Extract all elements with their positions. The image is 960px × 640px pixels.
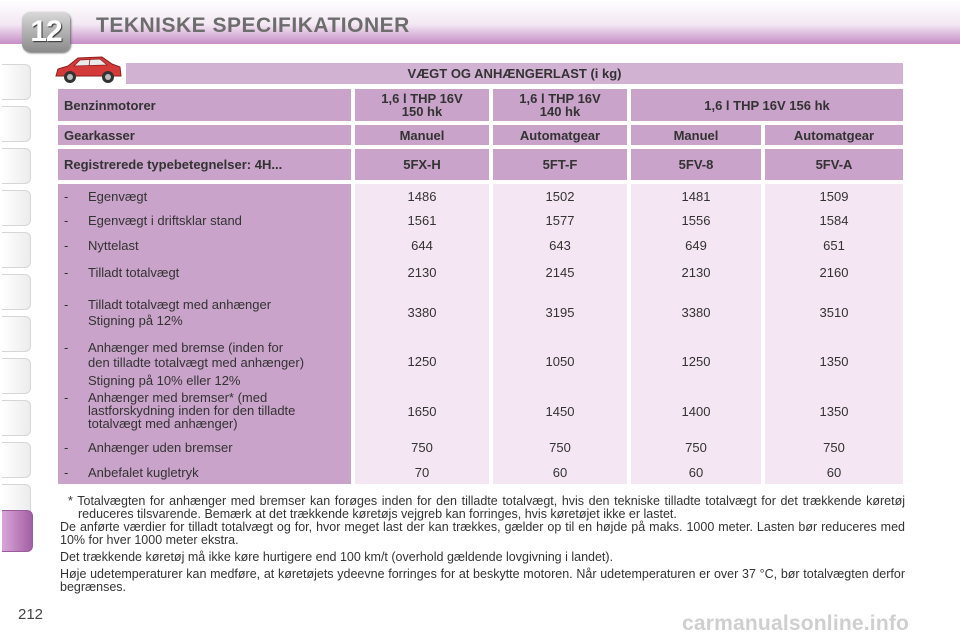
table-cell: 1350 xyxy=(819,404,849,419)
row-label-text: Anhænger uden bremser xyxy=(88,440,233,455)
row-label xyxy=(64,340,304,388)
sidebar-tab[interactable] xyxy=(2,148,31,184)
type-cell: 5FX-H xyxy=(355,149,489,180)
table-cell: 1556 xyxy=(681,213,711,228)
table-cell: 1250 xyxy=(407,354,437,369)
table-cell: 3380 xyxy=(681,305,711,320)
table-cell: 750 xyxy=(685,440,707,455)
row-label xyxy=(64,189,147,204)
row-dash: - xyxy=(64,390,69,405)
table-cell: 643 xyxy=(549,238,571,253)
table-cell: 2145 xyxy=(545,265,575,280)
watermark: carmanualsonline.info xyxy=(682,612,910,635)
note-paragraph: Det trækkende køretøj må ikke køre hurtigere end 100 km/t (overhold gældende lovgivning i landet). xyxy=(60,550,614,564)
type-cell: 5FV-8 xyxy=(631,149,761,180)
table-cell: 750 xyxy=(411,440,433,455)
engine-header xyxy=(493,89,627,121)
row-dash: - xyxy=(64,213,69,228)
value-column xyxy=(631,184,761,484)
row-dash: - xyxy=(64,465,69,480)
sidebar-tab[interactable] xyxy=(2,190,31,226)
row-dash: - xyxy=(64,265,69,280)
label-column xyxy=(58,184,351,484)
table-cell: 2130 xyxy=(407,265,437,280)
gearbox-label: Gearkasser xyxy=(58,125,351,145)
row-label-text: totalvægt med anhænger) xyxy=(88,416,238,431)
table-cell: 3510 xyxy=(819,305,849,320)
table-cell: 1584 xyxy=(819,213,849,228)
table-cell: 1509 xyxy=(819,189,849,204)
table-cell: 60 xyxy=(552,465,568,480)
note-paragraph: De anførte værdier for tilladt totalvægt og for, hvor meget last der kan trækkes, gælder op til en højde på maks. 1000 meter. Lasten bør reduceres med 10% for hver 1000 meter ekstra. xyxy=(60,520,905,547)
row-dash: - xyxy=(64,238,69,253)
engine-line2: 150 hk xyxy=(401,104,443,119)
value-column xyxy=(355,184,489,484)
row-dash: - xyxy=(64,189,69,204)
table-cell: 1650 xyxy=(407,404,437,419)
row-label-text: Stigning på 12% xyxy=(88,313,183,328)
row-label-text: Nyttelast xyxy=(88,238,139,253)
sidebar-tab[interactable] xyxy=(2,358,31,394)
note-paragraph: Høje udetemperaturer kan medføre, at køretøjets ydeevne forringes for at beskytte motoren. Når udetemperaturen er over 37 °C, bør totalvægten derfor begrænses. xyxy=(60,567,905,594)
engine-line1: 1,6 l THP 16V xyxy=(519,91,601,106)
sidebar-tab[interactable] xyxy=(2,64,31,100)
row-label-text: den tilladte totalvægt med anhænger) xyxy=(88,355,305,370)
row-label-text: Tilladt totalvægt xyxy=(88,265,180,280)
sidebar-tab[interactable] xyxy=(2,232,31,268)
engines-label: Benzinmotorer xyxy=(58,89,351,121)
type-cell: 5FT-F xyxy=(493,149,627,180)
row-label-text: Stigning på 10% eller 12% xyxy=(88,373,241,388)
sidebar-tab[interactable] xyxy=(2,400,31,436)
table-cell: 1350 xyxy=(819,354,849,369)
row-dash: - xyxy=(64,340,69,355)
row-label-text: Anhænger med bremser* (med xyxy=(88,390,268,405)
row-label-text: Egenvægt i driftsklar stand xyxy=(88,213,242,228)
page-number: 212 xyxy=(18,606,44,623)
table-cell: 750 xyxy=(823,440,845,455)
table-cell: 1577 xyxy=(545,213,575,228)
row-label-text: Tilladt totalvægt med anhænger xyxy=(88,297,272,312)
table-cell: 3380 xyxy=(407,305,437,320)
table-cell: 2130 xyxy=(681,265,711,280)
engine-line1: 1,6 l THP 16V 156 hk xyxy=(704,97,830,113)
sidebar-tab[interactable] xyxy=(2,316,31,352)
row-label xyxy=(64,213,242,228)
table-cell: 644 xyxy=(411,238,433,253)
page-title: TEKNISKE SPECIFIKATIONER xyxy=(96,14,410,37)
footnote: * Totalvægten for anhænger med bremser kan forøges inden for den tilladte totalvægt, hvis den tekniske tilladte totalvægt for det trækkende køretøj reduceres tilsvarende. Bemærk at det trækkende køretøjs vejgreb kan forringes, hvis køretøjet ikke er lastet. xyxy=(68,494,905,521)
sidebar-tab[interactable] xyxy=(2,274,31,310)
row-label xyxy=(64,265,179,280)
value-column xyxy=(765,184,903,484)
table-cell: 70 xyxy=(414,465,430,480)
engine-header xyxy=(355,89,489,121)
value-column xyxy=(493,184,627,484)
row-label xyxy=(64,297,271,329)
table-cell: 1050 xyxy=(545,354,575,369)
table-cell: 2160 xyxy=(819,265,849,280)
engine-line2: 140 hk xyxy=(539,104,581,119)
engine-line1: 1,6 l THP 16V xyxy=(381,91,463,106)
table-cell: 60 xyxy=(688,465,704,480)
table-cell: 1486 xyxy=(407,189,437,204)
car-icon xyxy=(52,52,124,88)
row-label xyxy=(64,440,233,455)
gearbox-cell: Automatgear xyxy=(493,125,627,145)
gearbox-cell: Manuel xyxy=(631,125,761,145)
table-cell: 1481 xyxy=(681,189,711,204)
table-cell: 60 xyxy=(826,465,842,480)
chapter-number: 12 xyxy=(30,15,62,48)
sidebar-tab-active[interactable] xyxy=(2,510,33,552)
table-cell: 651 xyxy=(823,238,845,253)
row-label xyxy=(64,391,295,430)
table-cell: 649 xyxy=(685,238,707,253)
row-label-text: lastforskydning inden for den tilladte xyxy=(88,403,296,418)
chapter-sidebar xyxy=(0,44,34,614)
table-cell: 3195 xyxy=(545,305,575,320)
row-label xyxy=(64,238,139,253)
table-banner: VÆGT OG ANHÆNGERLAST (i kg) xyxy=(126,63,903,84)
table-cell: 1400 xyxy=(681,404,711,419)
notes-block xyxy=(60,495,905,594)
table-cell: 1561 xyxy=(407,213,437,228)
sidebar-tab[interactable] xyxy=(2,106,31,142)
row-dash: - xyxy=(64,297,69,312)
row-label-text: Anhænger med bremse (inden for xyxy=(88,340,284,355)
gearbox-cell: Manuel xyxy=(355,125,489,145)
table-cell: 750 xyxy=(549,440,571,455)
engine-header xyxy=(631,89,903,121)
type-cell: 5FV-A xyxy=(765,149,903,180)
types-label: Registrerede typebetegnelser: 4H... xyxy=(58,149,351,180)
gearbox-cell: Automatgear xyxy=(765,125,903,145)
row-label-text: Anbefalet kugletryk xyxy=(88,465,199,480)
table-cell: 1502 xyxy=(545,189,575,204)
row-label-text: Egenvægt xyxy=(88,189,148,204)
row-label xyxy=(64,465,199,480)
table-cell: 1250 xyxy=(681,354,711,369)
table-cell: 1450 xyxy=(545,404,575,419)
sidebar-tab[interactable] xyxy=(2,442,31,478)
row-dash: - xyxy=(64,440,69,455)
